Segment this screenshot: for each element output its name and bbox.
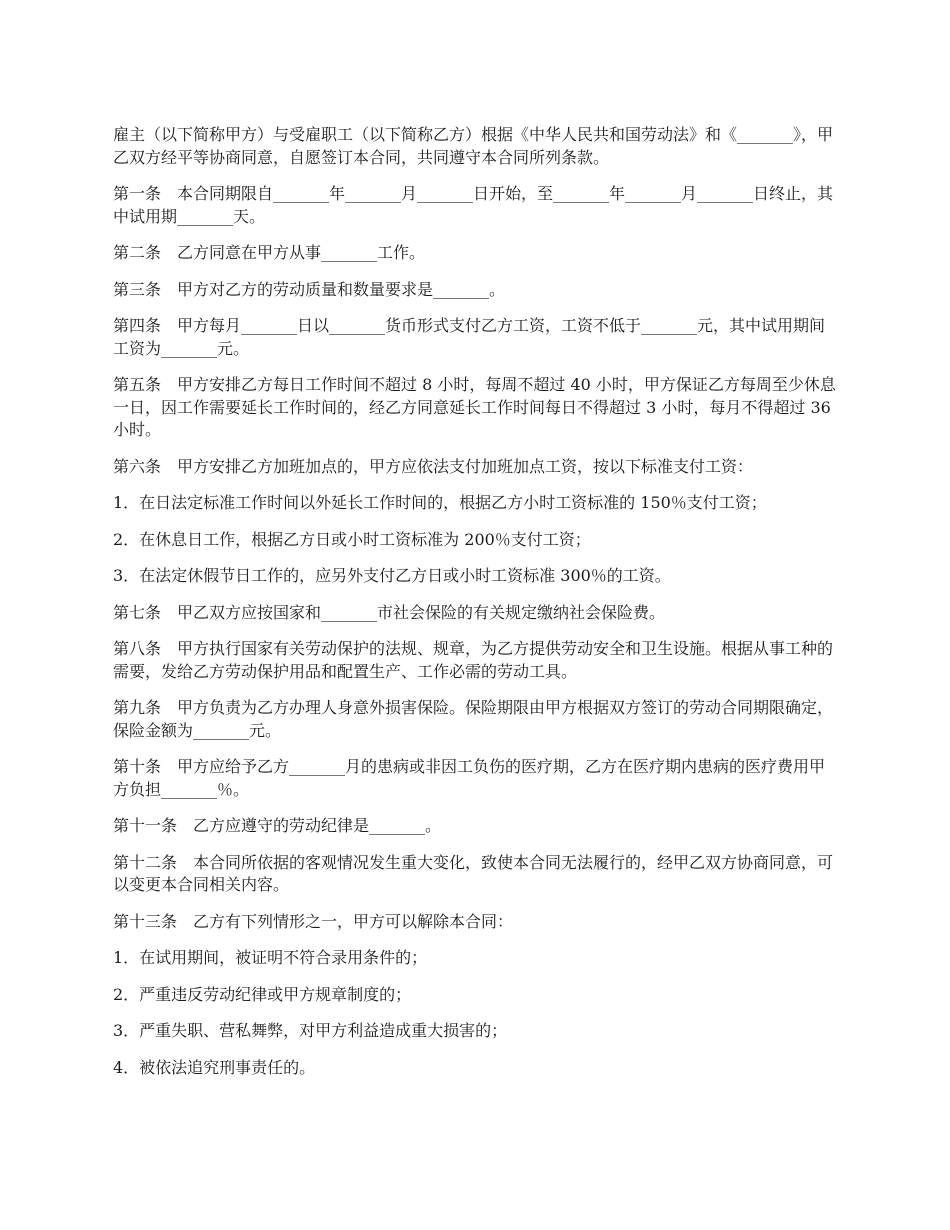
contract-page (113, 124, 840, 1093)
article-6-item-1: 1．在日法定标准工作时间以外延长工作时间的，根据乙方小时工资标准的 150％支付工资； (113, 493, 767, 512)
article-3: 第三条 甲方对乙方的劳动质量和数量要求是_______。 (113, 279, 506, 299)
article-6: 第六条 甲方安排乙方加班加点的，甲方应依法支付加班加点工资，按以下标准支付工资： (113, 456, 754, 476)
article-6-item-3: 3．在法定休假节日工作的，应另外支付乙方日或小时工资标准 300％的工资。 (113, 566, 671, 585)
article-5: 第五条 甲方安排乙方每日工作时间不超过 8 小时，每周不超过 40 小时，甲方保证乙方每周至少休息一日，因工作需要延长工作时间的，经乙方同意延长工作时间每日不得超过 3 小时，每月不得超过 36 小时。 (113, 375, 836, 439)
article-11: 第十一条 乙方应遵守的劳动纪律是_______。 (113, 816, 442, 835)
article-8: 第八条 甲方执行国家有关劳动保护的法规、规章，为乙方提供劳动安全和卫生设施。根据从事工种的需要，发给乙方劳动保护用品和配置生产、工作必需的劳动工具。 (113, 639, 834, 681)
article-9: 第九条 甲方负责为乙方办理人身意外损害保险。保险期限由甲方根据双方签订的劳动合同期限确定，保险金额为_______元。 (113, 698, 834, 740)
article-13-item-2: 2．严重违反劳动纪律或甲方规章制度的； (113, 984, 412, 1004)
intro-paragraph: 雇主（以下简称甲方）与受雇职工（以下简称乙方）根据《中华人民共和国劳动法》和《_______》，甲乙双方经平等协商同意，自愿签订本合同，共同遵守本合同所列条款。 (113, 125, 834, 167)
article-13-item-3: 3．严重失职、营私舞弊，对甲方利益造成重大损害的； (113, 1021, 508, 1040)
article-2: 第二条 乙方同意在甲方从事_______工作。 (113, 243, 426, 262)
article-10: 第十条 甲方应给予乙方_______月的患病或非因工负伤的医疗期，乙方在医疗期内患病的医疗费用甲方负担_______％。 (113, 757, 826, 799)
article-12: 第十二条 本合同所依据的客观情况发生重大变化，致使本合同无法履行的，经甲乙双方协商同意，可以变更本合同相关内容。 (113, 852, 834, 894)
article-13-item-1: 1．在试用期间，被证明不符合录用条件的； (113, 948, 428, 967)
article-7: 第七条 甲乙双方应按国家和_______市社会保险的有关规定缴纳社会保险费。 (113, 602, 666, 622)
article-6-item-2: 2．在休息日工作，根据乙方日或小时工资标准为 200％支付工资； (113, 529, 591, 549)
article-13-item-4: 4．被依法追究刑事责任的。 (113, 1057, 316, 1077)
article-13: 第十三条 乙方有下列情形之一，甲方可以解除本合同： (113, 911, 514, 931)
article-1: 第一条 本合同期限自_______年_______月_______日开始，至_______年_______月_______日终止，其中试用期_______天。 (113, 184, 834, 226)
article-4: 第四条 甲方每月_______日以_______货币形式支付乙方工资，工资不低于_______元，其中试用期间工资为_______元。 (113, 316, 826, 358)
